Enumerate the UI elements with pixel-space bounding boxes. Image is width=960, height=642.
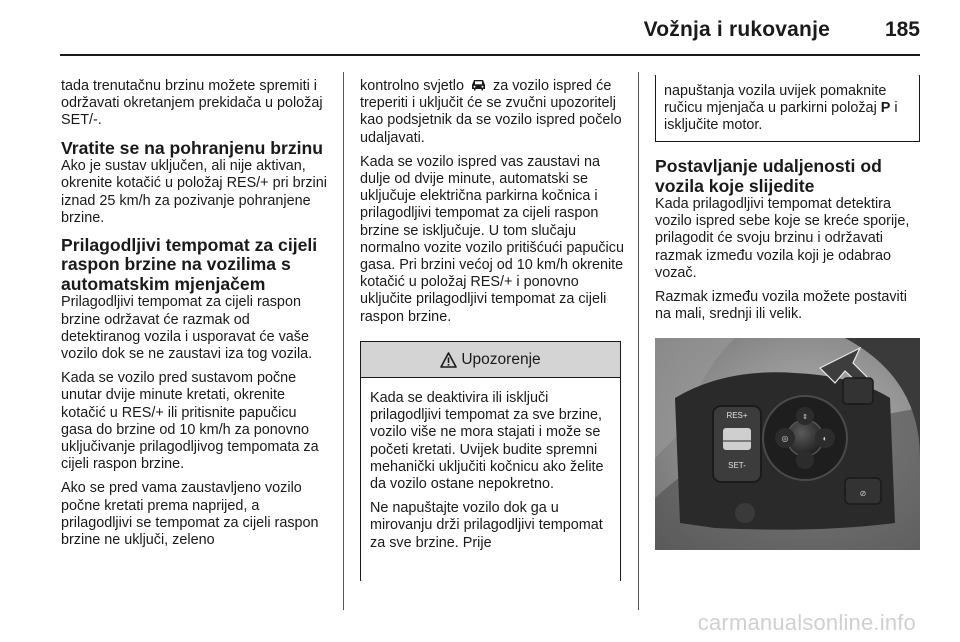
svg-text:⊘: ⊘	[859, 489, 867, 498]
steering-wheel-photo	[655, 338, 920, 550]
text: napuštanja vozila uvijek pomaknite ručicu mjenjača u parkirni položaj	[664, 83, 887, 117]
paragraph: Kada se vozilo pred sustavom počne unutar dvije minute kretati, okrenite kotačić u RES/+ ili pritisnite papučicu gasa do brzine od 10 km/h za ponovno uključivanje prilagodljivog tempomata za cijeli raspon brzine.	[61, 370, 319, 473]
watermark: carmanualsonline.info	[697, 610, 916, 635]
vehicle-ahead-icon	[471, 79, 486, 91]
page-header	[60, 14, 920, 46]
text: kontrolno svjetlo	[360, 78, 464, 94]
svg-text:◐: ◐	[822, 434, 828, 443]
set-label: SET-	[728, 461, 746, 470]
section-heading: Vratite se na pohranjenu brzinu	[61, 137, 323, 158]
svg-text:⇕: ⇕	[802, 414, 808, 421]
svg-text:◎: ◎	[781, 434, 789, 443]
page-number: 185	[884, 18, 920, 41]
warning-header	[361, 342, 620, 378]
header-rule	[60, 54, 920, 56]
paragraph: Ako se pred vama zaustavljeno vozilo počne kretati prema naprijed, a prilagodljivi se tempomat za cijeli raspon brzine ne uključi, zeleno	[61, 480, 319, 549]
column-1	[61, 78, 327, 556]
warning-triangle-icon	[440, 352, 457, 368]
text: i isključite motor.	[664, 100, 898, 134]
warning-box	[360, 341, 621, 581]
paragraph: Ne napuštajte vozilo dok ga u mirovanju drži prilagodljivi tempomat za sve brzine. Prije	[370, 500, 603, 551]
warning-body	[361, 378, 620, 552]
warning-continuation-box	[655, 75, 920, 142]
steering-wheel-controls-photo	[655, 338, 920, 550]
column-3	[655, 157, 923, 330]
paragraph: Prilagodljivi tempomat za cijeli raspon brzine održavat će razmak od detektiranog vozila i usporavat će vaše vozilo dok se ne zaustavi iza tog vozila.	[61, 294, 313, 363]
paragraph: tada trenutačnu brzinu možete spremiti i održavati okretanjem prekidača u položaj SET/-.	[61, 78, 323, 129]
column-divider	[343, 72, 344, 610]
paragraph: Razmak između vozila možete postaviti na mali, srednji ili velik.	[655, 289, 907, 323]
text: za vozilo ispred će treperiti i uključit će se zvučni upozoritelj kao podsjetnik da se vozilo ispred počelo udaljavati.	[360, 78, 622, 146]
column-2	[360, 78, 625, 333]
paragraph: Kada se deaktivira ili isključi prilagodljivi tempomat za sve brzine, vozilo više ne mora stajati i može se početi kretati. Uvijek budite spremni mehanički uključiti kočnicu ako želite da vozilo ostane nepokretno.	[370, 390, 604, 493]
paragraph: Kada prilagodljivi tempomat detektira vozilo ispred sebe koje se kreće sporije, prilagodit će svoju brzinu i održavati razmak između vozila koji je odabrao vozač.	[655, 196, 910, 281]
section-heading: Postavljanje udaljenosti od vozila koje slijedite	[655, 156, 882, 196]
warning-title: Upozorenje	[461, 350, 541, 368]
paragraph: Kada se vozilo ispred vas zaustavi na dulje od dvije minute, automatski se uključuje električna parkirna kočnica i prilagodljivi tempomat za cijeli raspon brzine se isključuje. U tom slučaju normalno vozite vozilo pritišćući papučicu gasa. Pri brzini većoj od 10 km/h okrenite kotačić u položaj RES/+ i ponovno uključite prilagodljivi tempomat za cijeli raspon brzine.	[360, 153, 624, 325]
res-label: RES+	[726, 411, 748, 420]
paragraph: Ako je sustav uključen, ali nije aktivan, okrenite kotačić u položaj RES/+ pri brzini iznad 25 km/h za pozivanje pohranjene brzine.	[61, 158, 327, 226]
section-heading: Prilagodljivi tempomat za cijeli raspon brzine na vozilima s automatskim mjenjačem	[61, 234, 318, 294]
park-position-label: P	[880, 100, 891, 117]
header-title: Vožnja i rukovanje	[643, 18, 830, 41]
paragraph	[360, 78, 625, 147]
column-divider	[638, 72, 639, 610]
